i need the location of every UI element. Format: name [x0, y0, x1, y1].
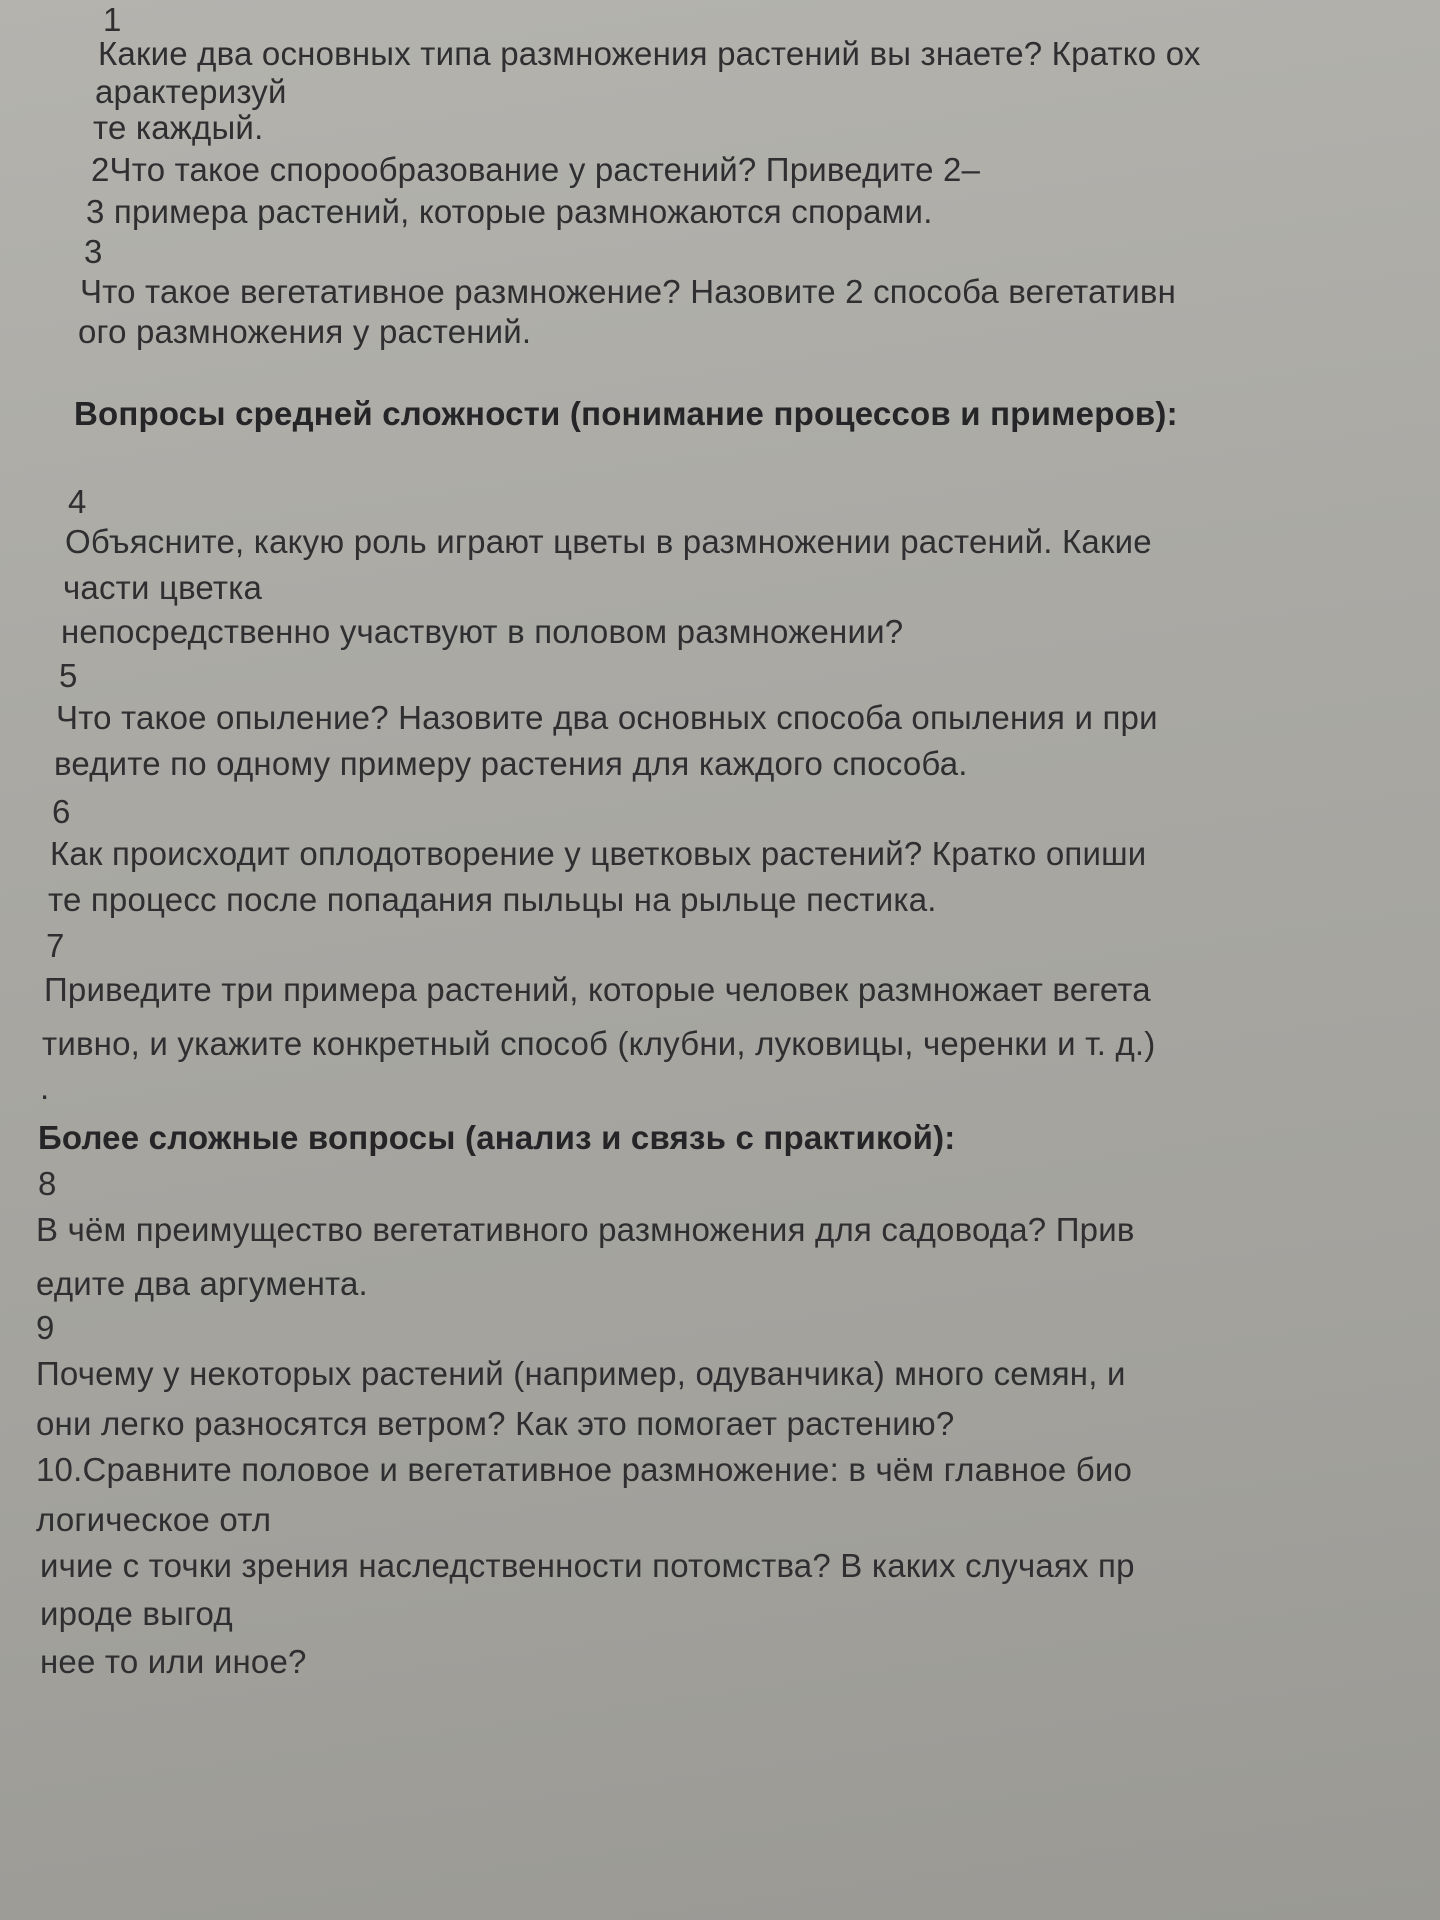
question-text: ироде выгод [40, 1595, 233, 1632]
question-text: ичие с точки зрения наследственности потомства? В каких случаях пр [40, 1547, 1135, 1584]
question-text: ведите по одному примеру растения для каждого способа. [54, 745, 968, 782]
question-text: 2Что такое спорообразование у растений? Приведите 2– [91, 151, 981, 188]
question-text: 10.Сравните половое и вегетативное размножение: в чём главное био [36, 1451, 1133, 1488]
question-text: логическое отл [36, 1501, 272, 1538]
question-text: непосредственно участвуют в половом размножении? [61, 613, 904, 650]
question-number: 4 [68, 483, 87, 520]
question-text: . [40, 1069, 50, 1106]
question-text: 3 примера растений, которые размножаются спорами. [86, 193, 933, 230]
question-number: 5 [59, 657, 78, 694]
question-number: 7 [46, 927, 65, 964]
question-text: В чём преимущество вегетативного размножения для садовода? Прив [36, 1211, 1135, 1248]
question-text: Что такое вегетативное размножение? Назовите 2 способа вегетативн [80, 273, 1177, 310]
question-text: части цветка [63, 569, 263, 606]
section-heading: Более сложные вопросы (анализ и связь с практикой): [38, 1119, 956, 1156]
question-text: те каждый. [93, 109, 264, 146]
question-text: Какие два основных типа размножения растений вы знаете? Кратко ох [98, 35, 1201, 72]
question-text: ого размножения у растений. [78, 313, 532, 350]
question-text: Приведите три примера растений, которые человек размножает вегета [44, 971, 1151, 1008]
question-text: тивно, и укажите конкретный способ (клубни, луковицы, черенки и т. д.) [42, 1025, 1156, 1062]
question-number: 9 [36, 1309, 55, 1346]
question-number: 6 [52, 793, 71, 830]
question-text: едите два аргумента. [36, 1265, 368, 1302]
question-number: 8 [38, 1165, 57, 1202]
section-heading: Вопросы средней сложности (понимание процессов и примеров): [74, 395, 1178, 432]
question-text: они легко разносятся ветром? Как это помогает растению? [36, 1405, 955, 1442]
question-number: 3 [84, 233, 103, 270]
question-text: нее то или иное? [40, 1643, 307, 1680]
question-text: Объясните, какую роль играют цветы в размножении растений. Какие [65, 523, 1152, 560]
question-text: Что такое опыление? Назовите два основных способа опыления и при [56, 699, 1158, 736]
question-text: те процесс после попадания пыльцы на рыльце пестика. [48, 881, 937, 918]
question-text: Как происходит оплодотворение у цветковых растений? Кратко опиши [50, 835, 1147, 872]
question-text: Почему у некоторых растений (например, одуванчика) много семян, и [36, 1355, 1126, 1392]
question-text: арактеризуй [95, 73, 287, 110]
question-number: 1 [103, 1, 122, 38]
